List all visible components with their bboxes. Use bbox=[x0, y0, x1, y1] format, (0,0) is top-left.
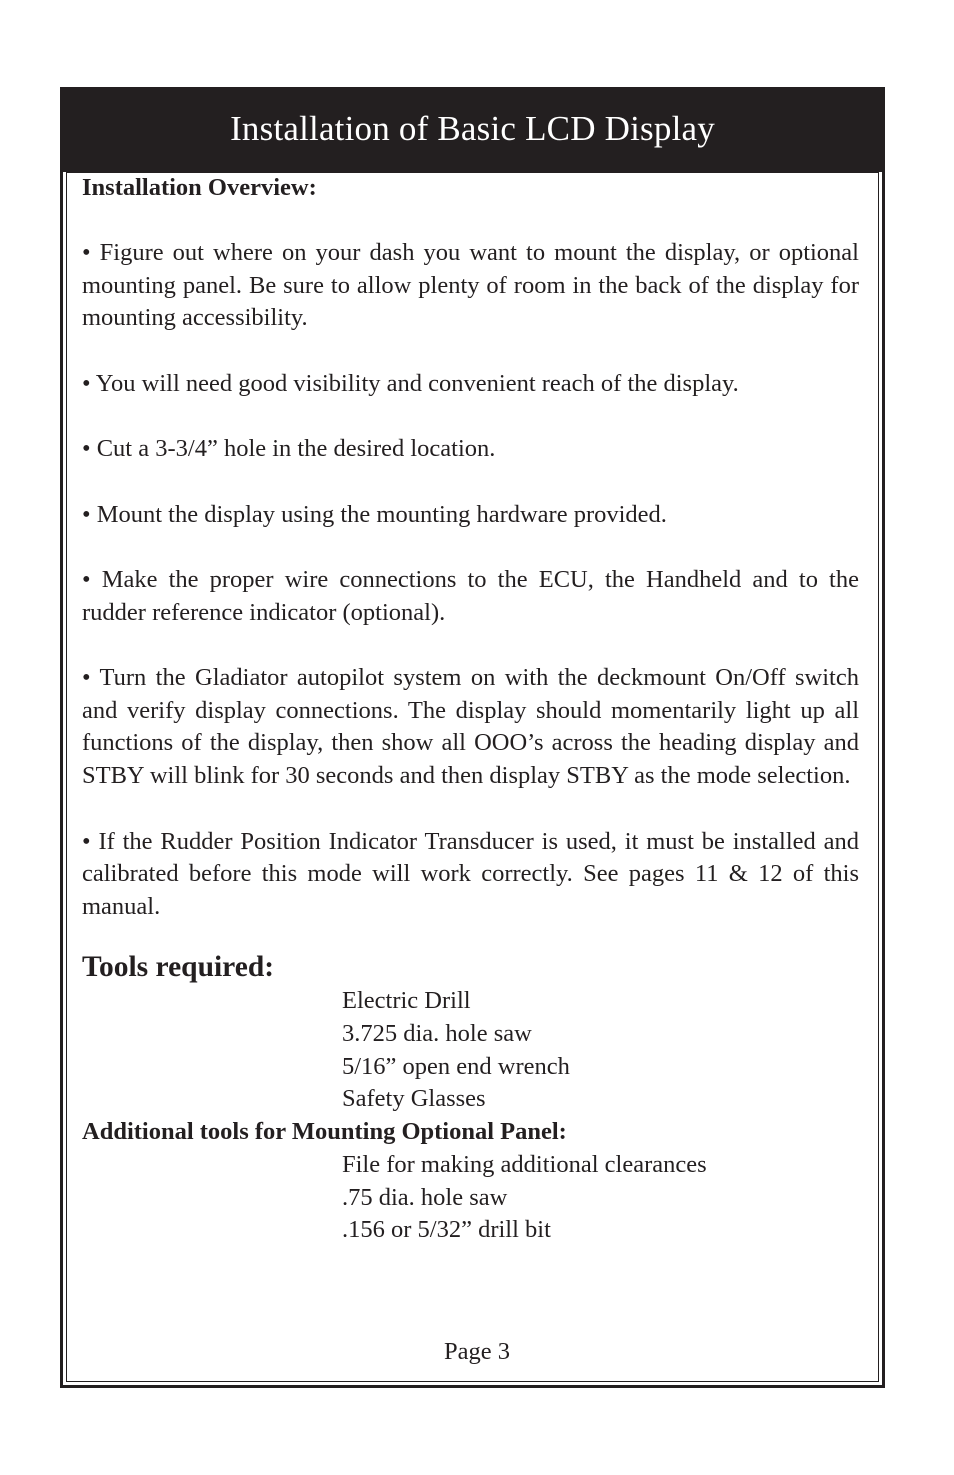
tool-item: 3.725 dia. hole saw bbox=[342, 1020, 532, 1048]
page-number: Page 3 bbox=[444, 1338, 510, 1365]
step-item: • If the Rudder Position Indicator Transducer is used, it must be installed and calibrated before this mode will work correctly. See pages 11 & 12 of this manual. bbox=[82, 827, 859, 920]
title-bar bbox=[63, 90, 882, 172]
step-item: • Make the proper wire connections to the ECU, the Handheld and to the rudder reference indicator (optional). bbox=[82, 565, 859, 626]
installation-steps-list bbox=[82, 237, 859, 924]
tool-item: .75 dia. hole saw bbox=[342, 1183, 508, 1211]
tool-item: Safety Glasses bbox=[342, 1085, 486, 1113]
tool-item: File for making additional clearances bbox=[342, 1150, 707, 1178]
additional-tools-heading: Additional tools for Mounting Optional Panel: bbox=[82, 1118, 567, 1146]
step-item: • Figure out where on your dash you want to mount the display, or optional mounting panel. Be sure to allow plenty of room in the back of the display for mounting accessibility. bbox=[82, 239, 859, 332]
tools-required-heading: Tools required: bbox=[82, 951, 275, 984]
main-content bbox=[82, 172, 859, 1247]
tool-item: 5/16” open end wrench bbox=[342, 1052, 570, 1080]
step-item: • Turn the Gladiator autopilot system on with the deckmount On/Off switch and verify display connections. The display should momentarily light up all functions of the display, then show all OOO’s across the heading display and STBY will blink for 30 seconds and then display STBY as the mode selection. bbox=[82, 664, 859, 790]
tools-list bbox=[82, 985, 859, 1116]
installation-overview-heading: Installation Overview: bbox=[82, 174, 317, 201]
tool-item: Electric Drill bbox=[342, 987, 471, 1015]
step-item: • Cut a 3-3/4” hole in the desired location. bbox=[82, 435, 496, 463]
step-item: • Mount the display using the mounting hardware provided. bbox=[82, 500, 667, 528]
step-item: • You will need good visibility and convenient reach of the display. bbox=[82, 369, 739, 397]
additional-tools-list bbox=[82, 1149, 859, 1247]
page-title: Installation of Basic LCD Display bbox=[230, 109, 715, 148]
tool-item: .156 or 5/32” drill bit bbox=[342, 1216, 551, 1244]
